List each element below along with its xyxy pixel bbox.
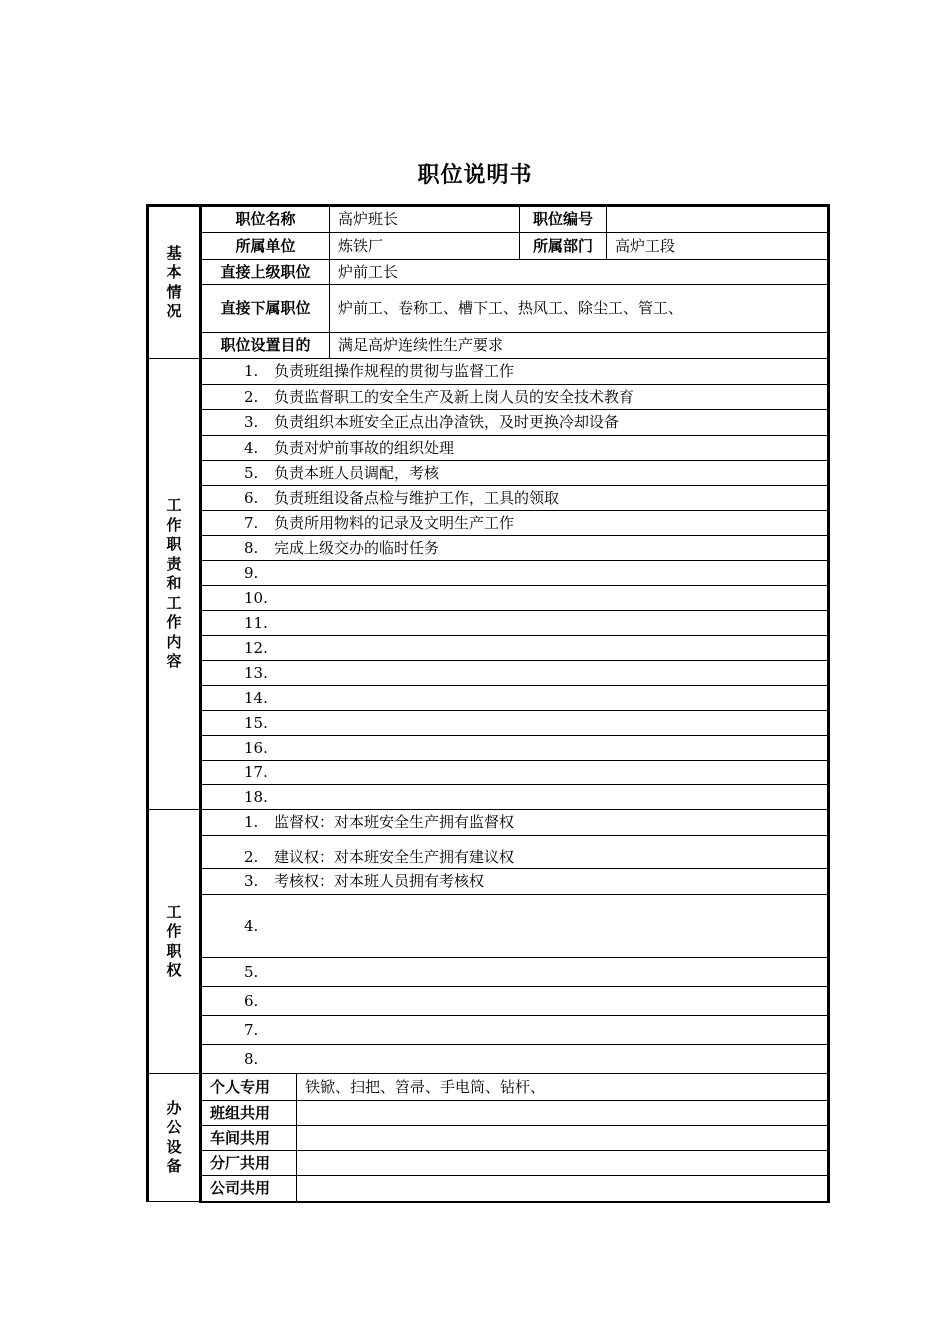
equipment-value (297, 1176, 829, 1202)
equipment-row (148, 1101, 829, 1126)
duty-item: 6. 负责班组设备点检与维护工作，工具的领取 (201, 486, 829, 511)
section-equipment: 办公设备 (148, 1074, 201, 1202)
duty-row (148, 611, 829, 636)
purpose-label: 职位设置目的 (201, 333, 330, 359)
authority-item: 5. (201, 958, 829, 987)
authority-item: 1. 监督权：对本班安全生产拥有监督权 (201, 810, 829, 836)
authority-item: 3. 考核权：对本班人员拥有考核权 (201, 869, 829, 895)
dept-label: 所属部门 (520, 233, 607, 260)
duty-item: 2. 负责监督职工的安全生产及新上岗人员的安全技术教育 (201, 385, 829, 410)
duty-item: 16. (201, 736, 829, 761)
equipment-value: 铁锨、扫把、笤帚、手电筒、钻杆、 (297, 1074, 829, 1101)
duty-item: 11. (201, 611, 829, 636)
duty-row (148, 661, 829, 686)
duty-item: 10. (201, 586, 829, 611)
row-position-name (148, 206, 829, 233)
equipment-label: 公司共用 (201, 1176, 297, 1202)
duty-item: 12. (201, 636, 829, 661)
duty-item: 14. (201, 686, 829, 711)
duty-row (148, 785, 829, 810)
authority-row (148, 1016, 829, 1045)
duty-row (148, 536, 829, 561)
authority-item: 2. 建议权：对本班安全生产拥有建议权 (201, 836, 829, 869)
duty-item: 15. (201, 711, 829, 736)
equipment-label: 班组共用 (201, 1101, 297, 1126)
superior-label: 直接上级职位 (201, 260, 330, 285)
authority-row (148, 958, 829, 987)
position-code-value (607, 206, 829, 233)
authority-row (148, 836, 829, 869)
unit-label: 所属单位 (201, 233, 330, 260)
page-title: 职位说明书 (417, 163, 533, 188)
duty-item: 17. (201, 761, 829, 785)
authority-row (148, 1045, 829, 1074)
row-superior (148, 260, 829, 285)
position-name-value: 高炉班长 (330, 206, 520, 233)
duty-row (148, 385, 829, 410)
equipment-row (148, 1151, 829, 1176)
equipment-value (297, 1151, 829, 1176)
duty-row (148, 761, 829, 785)
duty-row (148, 686, 829, 711)
duty-row (148, 561, 829, 586)
dept-value: 高炉工段 (607, 233, 829, 260)
duty-row (148, 736, 829, 761)
unit-value: 炼铁厂 (330, 233, 520, 260)
row-unit (148, 233, 829, 260)
duty-row (148, 711, 829, 736)
duty-item: 4. 负责对炉前事故的组织处理 (201, 436, 829, 461)
section-basic: 基本情况 (148, 206, 201, 359)
authority-item: 8. (201, 1045, 829, 1074)
duty-item: 18. (201, 785, 829, 810)
equipment-label: 分厂共用 (201, 1151, 297, 1176)
authority-item: 7. (201, 1016, 829, 1045)
superior-value: 炉前工长 (330, 260, 829, 285)
duty-row (148, 486, 829, 511)
section-authority: 工作职权 (148, 810, 201, 1074)
equipment-value (297, 1126, 829, 1151)
purpose-value: 满足高炉连续性生产要求 (330, 333, 829, 359)
equipment-row (148, 1126, 829, 1151)
authority-item: 4. (201, 895, 829, 958)
authority-row (148, 810, 829, 836)
authority-row (148, 869, 829, 895)
duty-item: 9. (201, 561, 829, 586)
equipment-row (148, 1074, 829, 1101)
job-description-table (146, 204, 830, 1203)
duty-item: 3. 负责组织本班安全正点出净渣铁，及时更换冷却设备 (201, 410, 829, 436)
section-duties: 工作职责和工作内容 (148, 359, 201, 810)
duty-item: 7. 负责所用物料的记录及文明生产工作 (201, 511, 829, 536)
duty-row (148, 636, 829, 661)
row-purpose (148, 333, 829, 359)
duty-item: 5. 负责本班人员调配，考核 (201, 461, 829, 486)
authority-item: 6. (201, 987, 829, 1016)
duty-row (148, 359, 829, 385)
subordinate-label: 直接下属职位 (201, 285, 330, 333)
equipment-label: 个人专用 (201, 1074, 297, 1101)
position-code-label: 职位编号 (520, 206, 607, 233)
authority-row (148, 987, 829, 1016)
subordinate-value: 炉前工、卷称工、槽下工、热风工、除尘工、管工、 (330, 285, 829, 333)
position-name-label: 职位名称 (201, 206, 330, 233)
duty-item: 13. (201, 661, 829, 686)
row-subordinate (148, 285, 829, 333)
duty-row (148, 436, 829, 461)
equipment-value (297, 1101, 829, 1126)
duty-item: 8. 完成上级交办的临时任务 (201, 536, 829, 561)
duty-row (148, 410, 829, 436)
equipment-label: 车间共用 (201, 1126, 297, 1151)
duty-row (148, 586, 829, 611)
authority-row (148, 895, 829, 958)
duty-item: 1. 负责班组操作规程的贯彻与监督工作 (201, 359, 829, 385)
duty-row (148, 461, 829, 486)
duty-row (148, 511, 829, 536)
equipment-row (148, 1176, 829, 1202)
